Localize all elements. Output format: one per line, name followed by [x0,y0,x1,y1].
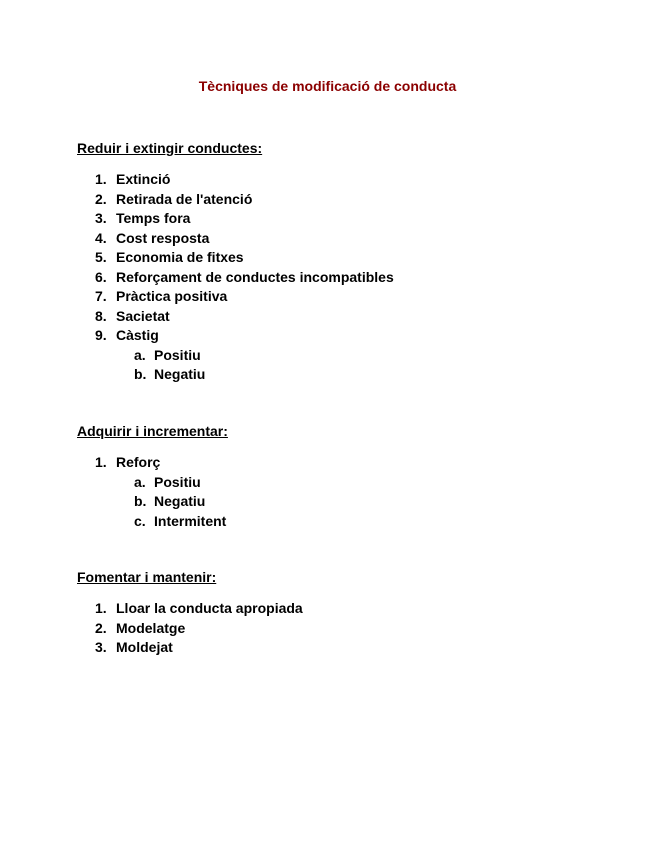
lettered-sublist [77,346,597,385]
item-label: Càstig [116,327,159,343]
item-number: 5. [95,249,107,265]
item-number: 6. [95,268,107,285]
list-item [77,268,597,288]
item-label: Modelatge [116,619,186,636]
list-item [77,209,597,229]
list-item [77,190,597,210]
item-label: Economia de fitxes [116,249,244,265]
item-number: 8. [95,307,107,324]
item-label: Reforç [116,454,161,470]
subitem-label: Positiu [154,346,201,363]
numbered-list [77,599,597,658]
subitem-letter: b. [134,366,147,382]
subitem-letter: b. [134,493,147,509]
list-item [77,229,597,249]
item-label: Lloar la conducta apropiada [116,600,303,616]
item-number: 3. [95,210,107,226]
item-number: 2. [95,190,107,207]
section-fomentar [77,569,597,658]
numbered-list [77,453,597,473]
list-item [77,326,597,346]
item-number: 1. [95,171,107,187]
item-label: Retirada de l'atenció [116,190,253,207]
document-title: Tècniques de modificació de conducta [198,78,457,94]
item-label: Temps fora [116,210,191,226]
subitem-label: Negatiu [154,493,206,509]
list-item [77,170,597,190]
subitem-label: Negatiu [154,366,206,382]
sublist-item [77,512,597,532]
section-heading: Fomentar i mantenir: [77,569,217,585]
list-item [77,619,597,639]
section-heading: Adquirir i incrementar: [77,423,228,439]
item-number: 2. [95,619,107,636]
numbered-list [77,170,597,346]
item-label: Moldejat [116,639,173,655]
subitem-label: Intermitent [154,512,227,529]
item-number: 7. [95,288,107,304]
subitem-letter: c. [134,512,146,529]
list-item [77,599,597,619]
section-reduir [77,140,597,385]
lettered-sublist [77,473,597,532]
item-number: 4. [95,229,107,246]
item-label: Reforçament de conductes incompatibles [116,268,394,285]
subitem-letter: a. [134,473,146,490]
sublist-item [77,365,597,385]
item-label: Extinció [116,171,171,187]
list-item [77,453,597,473]
sublist-item [77,492,597,512]
list-item [77,307,597,327]
sublist-item [77,346,597,366]
item-number: 1. [95,454,107,470]
item-number: 3. [95,639,107,655]
sublist-item [77,473,597,493]
item-label: Sacietat [116,307,170,324]
section-adquirir [77,423,597,531]
list-item [77,248,597,268]
section-heading: Reduir i extingir conductes: [77,140,263,156]
subitem-label: Positiu [154,473,201,490]
item-label: Pràctica positiva [116,288,228,304]
item-number: 9. [95,327,107,343]
list-item [77,287,597,307]
subitem-letter: a. [134,346,146,363]
item-number: 1. [95,600,107,616]
item-label: Cost resposta [116,229,210,246]
list-item [77,638,597,658]
